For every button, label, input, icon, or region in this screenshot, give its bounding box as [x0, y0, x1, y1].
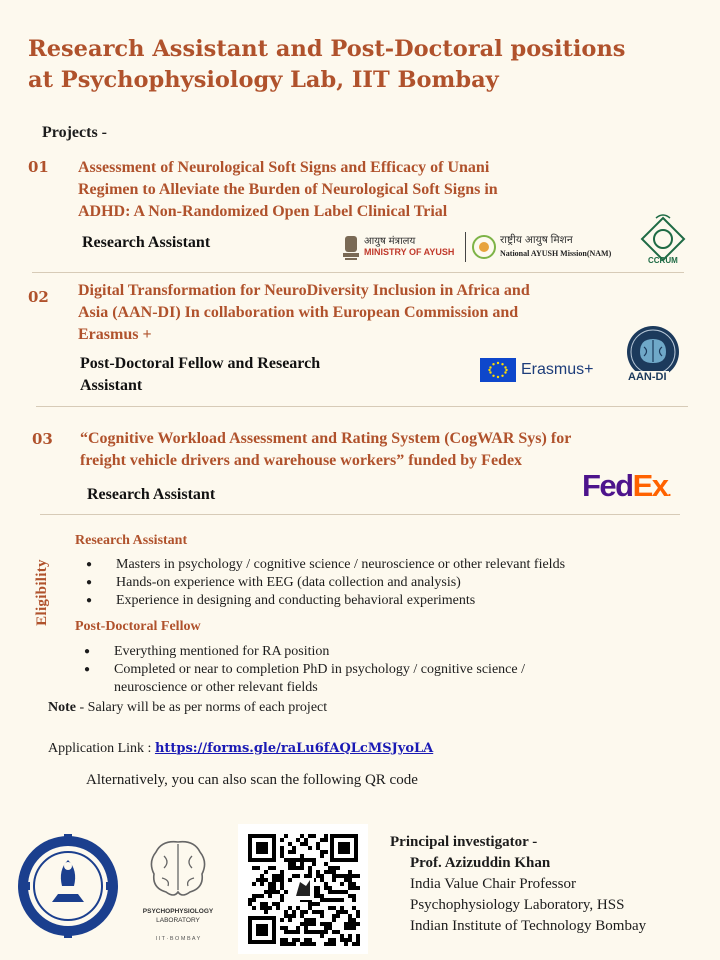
project-role-01 — [82, 232, 210, 254]
title-line-1: Research Assistant and Post-Doctoral positions — [28, 36, 626, 62]
ra-eligibility-list — [86, 556, 686, 610]
projects-heading: Projects - — [42, 124, 107, 141]
application-link[interactable]: https://forms.gle/raLu6fAQLcMSJyoLA — [154, 741, 434, 756]
divider — [32, 272, 684, 273]
project-title-line: freight vehicle drivers and warehouse workers” funded by Fedex — [80, 452, 523, 469]
fedex-logo — [582, 468, 670, 504]
qr-instruction: Alternatively, you can also scan the following QR code — [86, 772, 418, 788]
project-title-line: “Cognitive Workload Assessment and Rating System (CogWAR Sys) for — [80, 430, 572, 447]
role-line: Research Assistant — [87, 486, 216, 503]
pi-name: Prof. Azizuddin Khan — [410, 855, 551, 871]
lab-logo-line2: LABORATORY — [156, 917, 200, 924]
pd-eligibility-heading: Post-Doctoral Fellow — [75, 619, 201, 634]
project-title-line: Assessment of Neurological Soft Signs and Efficacy of Unani — [78, 159, 490, 176]
fedex-ex: Ex — [632, 468, 668, 503]
nam-emblem-icon — [471, 233, 497, 261]
nam-text: National AYUSH Mission(NAM) — [500, 249, 612, 258]
project-number-03: 03 — [32, 430, 53, 448]
psychophysiology-lab-logo — [136, 836, 220, 948]
logo-divider — [465, 232, 466, 262]
qr-code-icon — [238, 824, 368, 954]
project-title-line: Digital Transformation for NeuroDiversity Inclusion in Africa and — [78, 282, 530, 299]
page-title — [28, 34, 698, 96]
pi-heading: Principal investigator - — [390, 834, 538, 850]
nam-hindi-text: राष्ट्रीय आयुष मिशन — [500, 234, 573, 246]
title-line-2: at Psychophysiology Lab, IIT Bombay — [28, 67, 499, 93]
project-title-line: Erasmus + — [78, 326, 152, 343]
fedex-dot: . — [667, 483, 670, 499]
divider — [40, 514, 680, 515]
project-title-03 — [80, 428, 571, 472]
application-label: Application Link : — [48, 741, 155, 756]
lab-logo-line1: PSYCHOPHYSIOLOGY — [142, 908, 214, 915]
erasmus-text: Erasmus+ — [521, 361, 594, 378]
pi-line: Psychophysiology Laboratory, HSS — [410, 897, 625, 913]
divider — [36, 406, 688, 407]
project-title-line: ADHD: A Non-Randomized Open Label Clinical Trial — [78, 203, 448, 220]
project-title-02 — [78, 280, 530, 346]
project-role-03 — [87, 484, 215, 506]
project-number-01: 01 — [28, 158, 49, 176]
list-item: ● Everything mentioned for RA position — [84, 643, 589, 661]
eligibility-label — [20, 547, 64, 637]
role-line: Post-Doctoral Fellow and Research — [80, 355, 321, 372]
application-link-row — [48, 741, 433, 757]
note-label: Note — [48, 700, 76, 715]
iitb-logo — [12, 830, 124, 942]
ashoka-emblem-icon — [340, 232, 362, 262]
lab-logo-line3: I I T · B O M B A Y — [155, 936, 201, 942]
project-title-line: Asia (AAN-DI) In collaboration with European Commission and — [78, 304, 519, 321]
brain-icon — [144, 836, 212, 904]
note-text: - Salary will be as per norms of each project — [76, 700, 328, 715]
qr-code[interactable] — [238, 824, 368, 954]
role-line: Assistant — [80, 377, 143, 394]
pi-line: Indian Institute of Technology Bombay — [410, 918, 647, 934]
project-title-line: Regimen to Alleviate the Burden of Neurological Soft Signs in — [78, 181, 498, 198]
principal-investigator — [390, 832, 646, 937]
aandi-logo — [624, 323, 682, 395]
ccrum-logo — [636, 212, 690, 268]
project-title-01 — [78, 157, 498, 223]
fedex-fed: Fed — [582, 468, 633, 503]
pi-line: India Value Chair Professor — [410, 876, 576, 892]
salary-note — [48, 700, 327, 716]
list-item: ● Hands-on experience with EEG (data collection and analysis) — [86, 574, 686, 592]
list-item: ● Experience in designing and conducting behavioral experiments — [86, 592, 686, 610]
ayush-ministry-text: MINISTRY OF AYUSH — [364, 247, 455, 257]
ayush-logo-block — [340, 230, 640, 266]
list-item: ● Completed or near to completion PhD in psychology / cognitive science / neuroscience or other relevant fields — [84, 661, 589, 697]
eu-flag-icon — [480, 358, 516, 382]
ayush-hindi-text: आयुष मंत्रालय — [364, 236, 416, 247]
pd-eligibility-list — [84, 643, 589, 697]
eligibility-text: Eligibility — [33, 558, 50, 626]
erasmus-logo — [480, 358, 600, 384]
iitb-emblem-icon — [12, 830, 124, 942]
ra-eligibility-heading: Research Assistant — [75, 533, 188, 548]
aandi-text: AAN-DI — [628, 371, 667, 383]
project-role-02 — [80, 353, 320, 397]
role-line: Research Assistant — [82, 234, 211, 251]
list-item: ● Masters in psychology / cognitive science / neuroscience or other relevant fields — [86, 556, 686, 574]
project-number-02: 02 — [28, 288, 49, 306]
ccrum-text: CCRUM — [648, 256, 678, 265]
